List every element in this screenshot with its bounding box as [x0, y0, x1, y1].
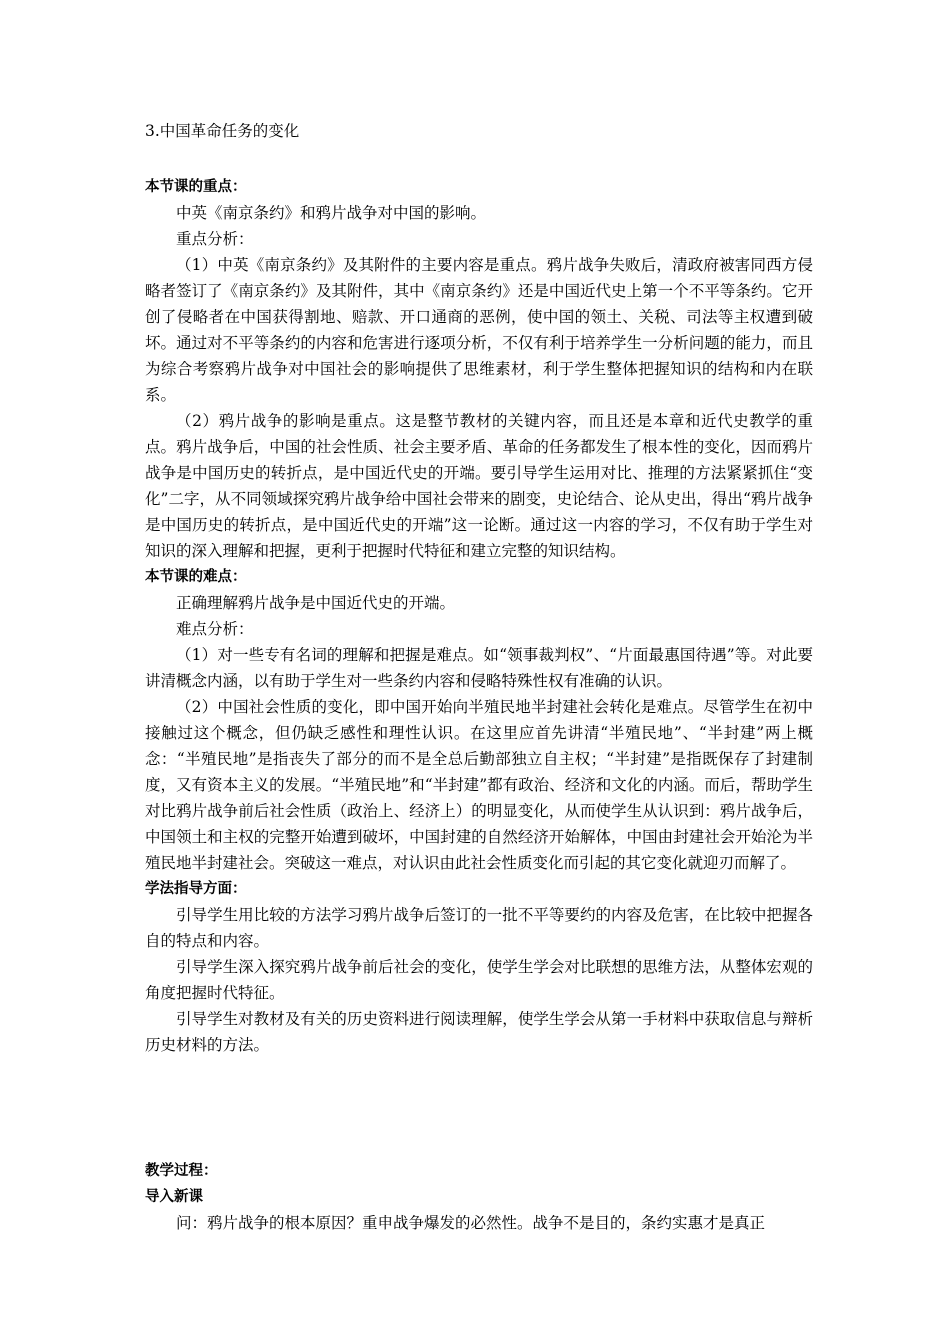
- difficulty-analysis-label: 难点分析：: [176, 620, 254, 638]
- method-paragraph-2: 引导学生深入探究鸦片战争前后社会的变化，使学生学会对比联想的思维方法，从整体宏观的角度把握时代特征。: [145, 958, 813, 1002]
- method-paragraph-1: 引导学生用比较的方法学习鸦片战争后签订的一批不平等要约的内容及危害，在比较中把握各自的特点和内容。: [145, 906, 813, 950]
- focus-paragraph-2: （2）鸦片战争的影响是重点。这是整节教材的关键内容，而且还是本章和近代史教学的重点。鸦片战争后，中国的社会性质、社会主要矛盾、革命的任务都发生了根本性的变化，因而鸦片战争是中国历史的转折点，是中国近代史的开端。要引导学生运用对比、推理的方法紧紧抓住“变化”二字，从不同领域探究鸦片战争给中国社会带来的剧变，史论结合、论从史出，得出“鸦片战争是中国历史的转折点，是中国近代史的开端”这一论断。通过这一内容的学习，不仅有助于学生对知识的深入理解和把握，更利于把握时代特征和建立完整的知识结构。: [145, 412, 813, 560]
- focus-analysis-label: 重点分析：: [176, 230, 254, 248]
- heading-process: 教学过程：: [145, 1163, 218, 1179]
- difficulty-paragraph-2: （2）中国社会性质的变化，即中国开始向半殖民地半封建社会转化是难点。尽管学生在初中接触过这个概念，但仍缺乏感性和理性认识。在这里应首先讲清“半殖民地”、“半封建”两上概念：“半殖民地”是指丧失了部分的而不是全总后勤部独立自主权；“半封建”是指既保存了封建制度，又有资本主义的发展。“半殖民地”和“半封建”都有政治、经济和文化的内涵。而后，帮助学生对比鸦片战争前后社会性质（政治上、经济上）的明显变化，从而使学生从认识到：鸦片战争后，中国领土和主权的完整开始遭到破坏，中国封建的自然经济开始解体，中国由封建社会开始沦为半殖民地半封建社会。突破这一难点，对认识由此社会性质变化而引起的其它变化就迎刃而解了。: [145, 698, 813, 872]
- heading-method: 学法指导方面：: [145, 881, 247, 897]
- focus-paragraph-1: （1）中英《南京条约》及其附件的主要内容是重点。鸦片战争失败后，清政府被害同西方侵略者签订了《南京条约》及其附件，其中《南京条约》还是中国近代史上第一个不平等条约。它开创了侵略者在中国获得割地、赔款、开口通商的恶例，使中国的领土、关税、司法等主权遭到破坏。通过对不平等条约的内容和危害进行逐项分析，不仅有利于培养学生一分析问题的能力，而且为综合考察鸦片战争对中国社会的影响提供了思维素材，利于学生整体把握知识的结构和内在联系。: [145, 256, 813, 404]
- process-paragraph-1: 问：鸦片战争的根本原因？重申战争爆发的必然性。战争不是目的，条约实惠才是真正: [176, 1214, 766, 1232]
- focus-summary: 中英《南京条约》和鸦片战争对中国的影响。: [176, 204, 487, 222]
- difficulty-summary: 正确理解鸦片战争是中国近代史的开端。: [176, 594, 456, 612]
- heading-difficulty: 本节课的难点：: [145, 569, 247, 585]
- heading-focus: 本节课的重点：: [145, 179, 247, 195]
- spacer: [145, 144, 813, 174]
- line-top: 3.中国革命任务的变化: [145, 122, 300, 140]
- subheading-intro: 导入新课: [145, 1189, 203, 1205]
- method-paragraph-3: 引导学生对教材及有关的历史资料进行阅读理解，使学生学会从第一手材料中获取信息与辩析历史材料的方法。: [145, 1010, 813, 1054]
- spacer: [145, 1058, 813, 1158]
- document-page: [145, 118, 813, 1236]
- difficulty-paragraph-1: （1）对一些专有名词的理解和把握是难点。如“领事裁判权”、“片面最惠国待遇”等。对此要讲清概念内涵，以有助于学生对一些条约内容和侵略特殊性权有准确的认识。: [145, 646, 813, 690]
